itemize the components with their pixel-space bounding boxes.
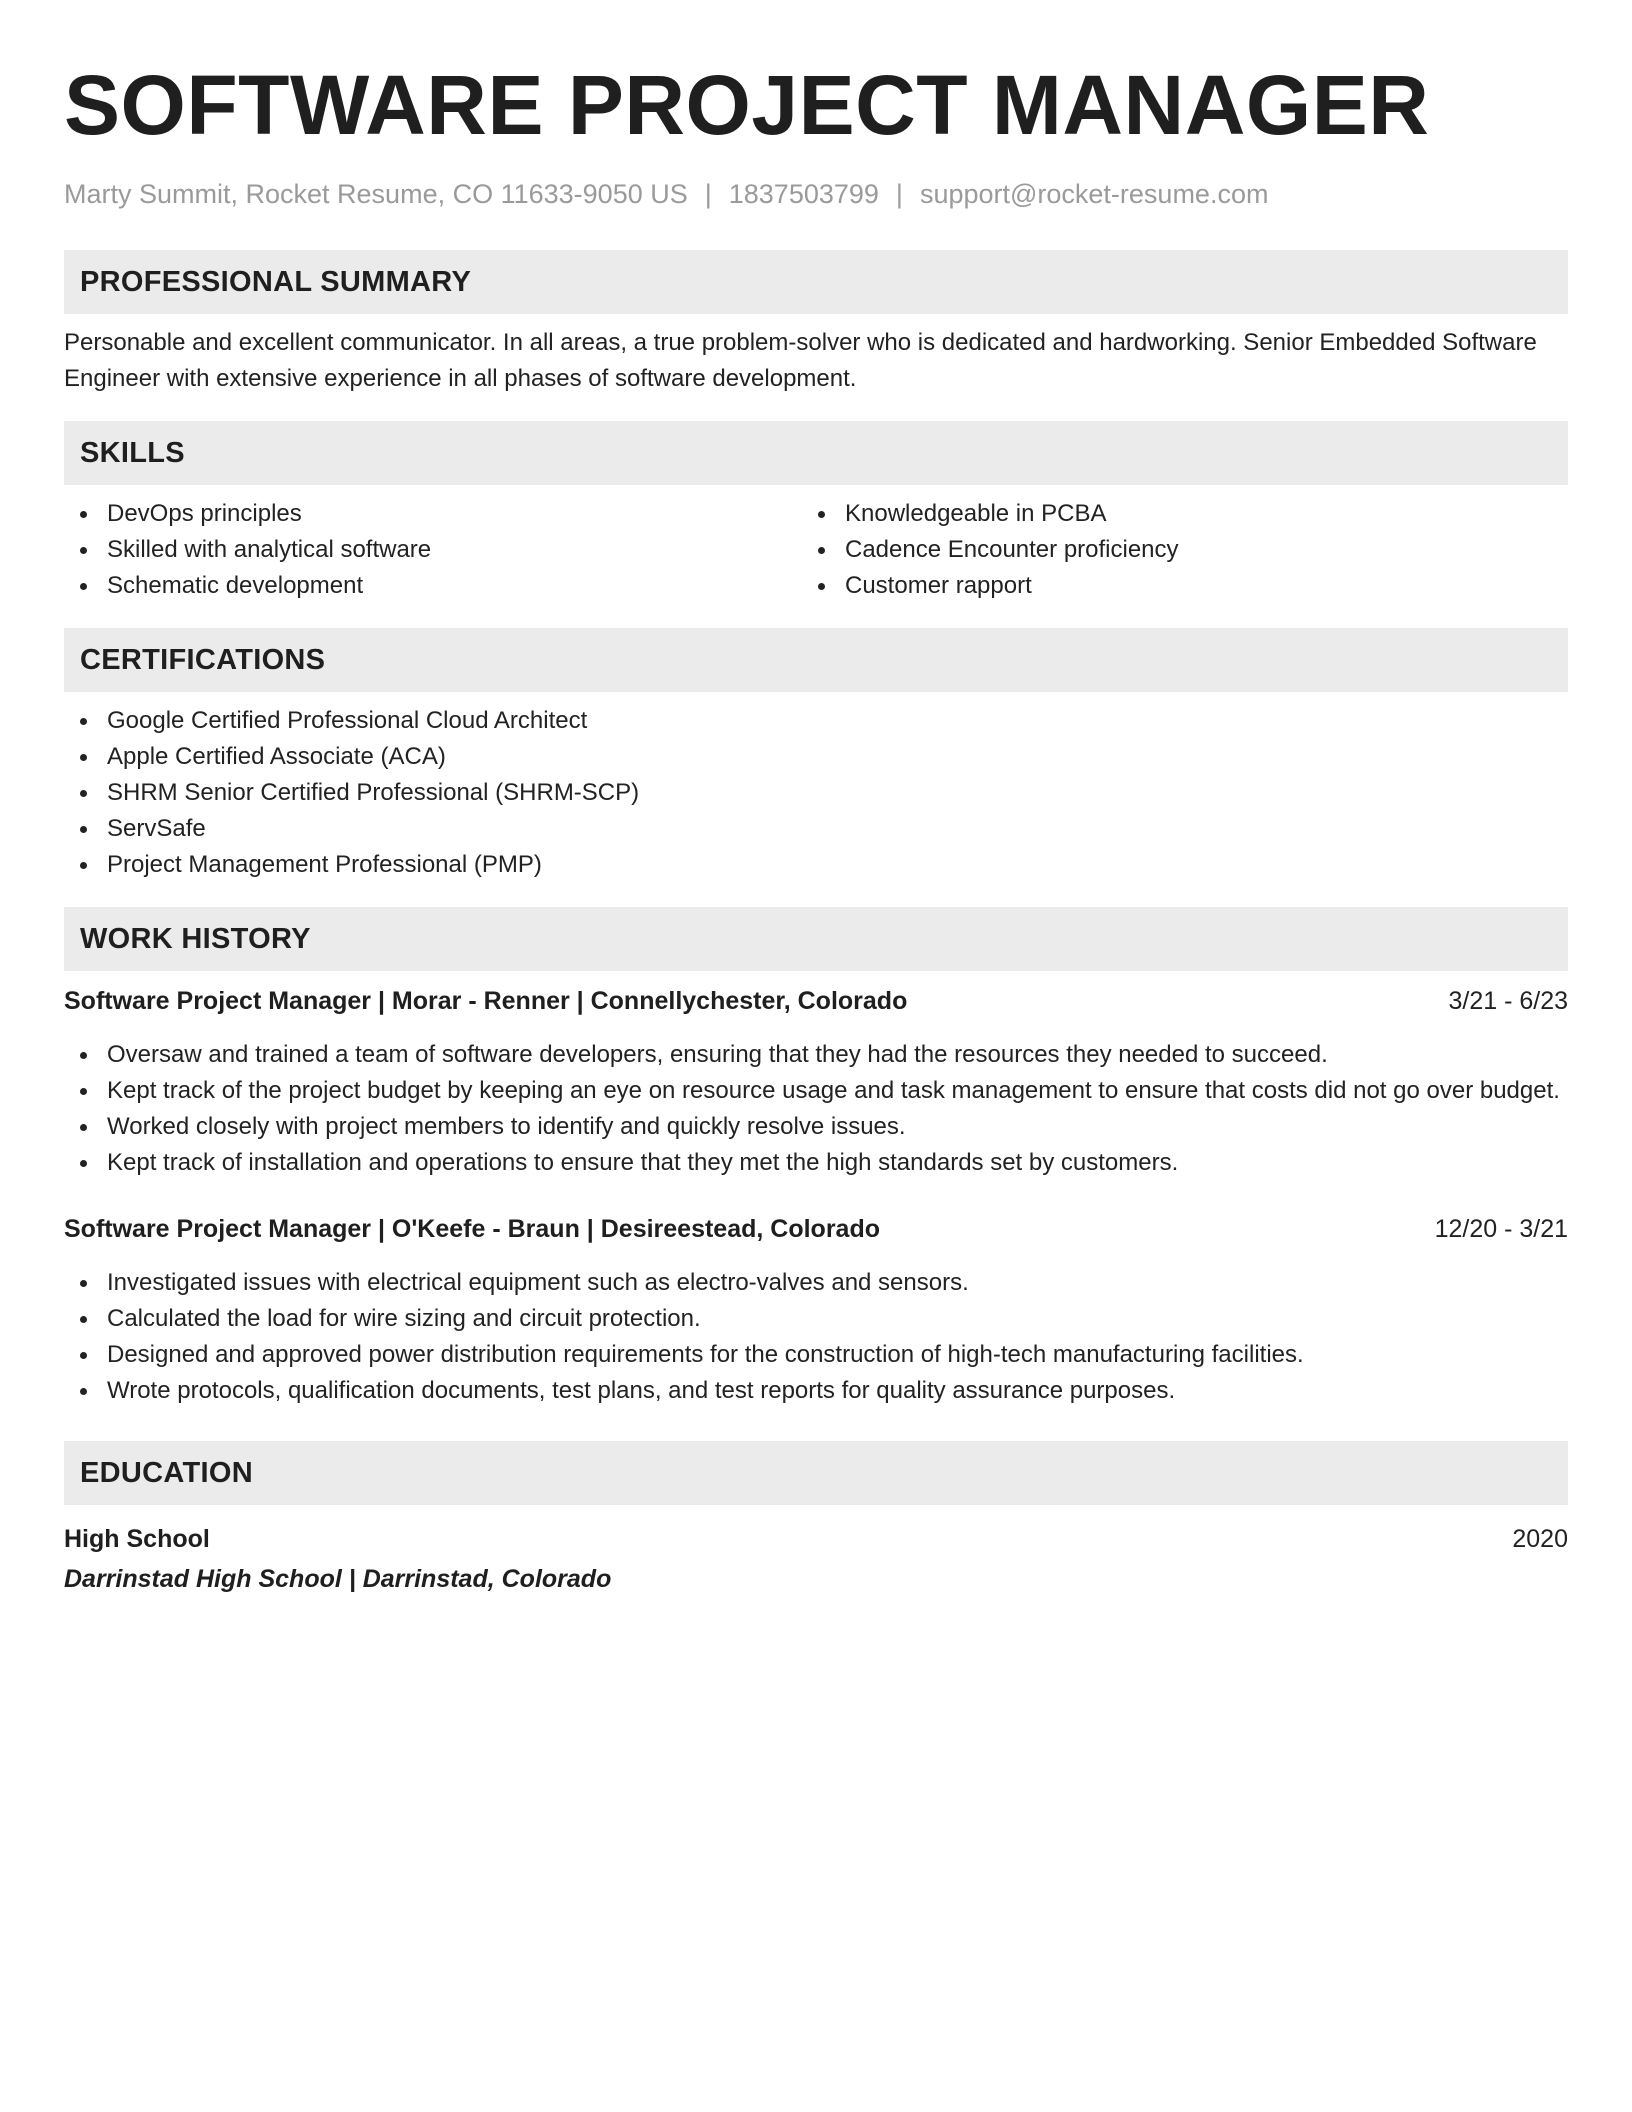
certification-item: SHRM Senior Certified Professional (SHRM-SCP)	[64, 775, 1568, 811]
contact-separator: |	[704, 179, 712, 209]
job-bullet-item: Investigated issues with electrical equipment such as electro-valves and sensors.	[64, 1265, 1568, 1301]
job-bullet-item: Kept track of installation and operations to ensure that they met the high standards set by customers.	[64, 1145, 1568, 1181]
education-school: Darrinstad High School | Darrinstad, Colorado	[64, 1565, 612, 1593]
education-degree: High School	[64, 1525, 210, 1553]
bullet-icon	[80, 583, 87, 590]
section-heading-summary: PROFESSIONAL SUMMARY	[64, 250, 1568, 314]
contact-phone: 1837503799	[728, 179, 879, 209]
bullet-icon	[80, 547, 87, 554]
bullet-icon	[80, 1160, 87, 1167]
bullet-icon	[818, 583, 825, 590]
certification-item: Project Management Professional (PMP)	[64, 847, 1568, 883]
bullet-icon	[80, 511, 87, 518]
skills-column-left	[64, 496, 802, 604]
job-bullets	[64, 1037, 1568, 1181]
bullet-icon	[80, 826, 87, 833]
section-heading-work-history: WORK HISTORY	[64, 907, 1568, 971]
job-bullet-item: Oversaw and trained a team of software developers, ensuring that they had the resources they needed to succeed.	[64, 1037, 1568, 1073]
certifications-list	[64, 703, 1568, 883]
bullet-icon	[80, 1352, 87, 1359]
job-bullet-item: Kept track of the project budget by keeping an eye on resource usage and task management to ensure that costs did not go over budget.	[64, 1073, 1568, 1109]
certification-item: ServSafe	[64, 811, 1568, 847]
skill-item: Cadence Encounter proficiency	[802, 532, 1540, 568]
contact-address: Marty Summit, Rocket Resume, CO 11633-9050 US	[64, 179, 688, 209]
section-heading-education: EDUCATION	[64, 1441, 1568, 1505]
skills-list	[64, 496, 1568, 604]
bullet-icon	[80, 1280, 87, 1287]
skill-item: Customer rapport	[802, 568, 1540, 604]
job-header	[64, 1211, 1568, 1247]
skills-column-right	[802, 496, 1540, 604]
contact-line	[64, 178, 1568, 210]
bullet-icon	[80, 718, 87, 725]
certification-item: Apple Certified Associate (ACA)	[64, 739, 1568, 775]
job-header	[64, 983, 1568, 1019]
skill-item: Skilled with analytical software	[64, 532, 802, 568]
job-bullets	[64, 1265, 1568, 1409]
education-year: 2020	[1512, 1525, 1568, 1553]
education-header	[64, 1521, 1568, 1557]
skill-item: Schematic development	[64, 568, 802, 604]
job-title: Software Project Manager | Morar - Renner | Connellychester, Colorado	[64, 987, 908, 1015]
skill-item: DevOps principles	[64, 496, 802, 532]
bullet-icon	[80, 1316, 87, 1323]
contact-email: support@rocket-resume.com	[919, 179, 1269, 209]
bullet-icon	[80, 1124, 87, 1131]
job-title: Software Project Manager | O'Keefe - Braun | Desireestead, Colorado	[64, 1215, 880, 1243]
job-bullet-item: Worked closely with project members to identify and quickly resolve issues.	[64, 1109, 1568, 1145]
resume-title: SOFTWARE PROJECT MANAGER	[64, 58, 1430, 152]
bullet-icon	[80, 1388, 87, 1395]
bullet-icon	[80, 1088, 87, 1095]
bullet-icon	[80, 1052, 87, 1059]
bullet-icon	[80, 790, 87, 797]
bullet-icon	[818, 547, 825, 554]
job-bullet-item: Designed and approved power distribution requirements for the construction of high-tech manufacturing facilities.	[64, 1337, 1568, 1373]
bullet-icon	[818, 511, 825, 518]
job-bullet-item: Wrote protocols, qualification documents, test plans, and test reports for quality assurance purposes.	[64, 1373, 1568, 1409]
job-dates: 3/21 - 6/23	[1448, 987, 1568, 1015]
summary-text: Personable and excellent communicator. In all areas, a true problem-solver who is dedicated and hardworking. Senior Embedded Software Engineer with extensive experience in all phases of software development.	[64, 329, 1537, 392]
skill-item: Knowledgeable in PCBA	[802, 496, 1540, 532]
section-heading-certifications: CERTIFICATIONS	[64, 628, 1568, 692]
bullet-icon	[80, 862, 87, 869]
job-dates: 12/20 - 3/21	[1434, 1215, 1568, 1243]
section-heading-skills: SKILLS	[64, 421, 1568, 485]
contact-separator: |	[895, 179, 903, 209]
certification-item: Google Certified Professional Cloud Architect	[64, 703, 1568, 739]
job-bullet-item: Calculated the load for wire sizing and circuit protection.	[64, 1301, 1568, 1337]
bullet-icon	[80, 754, 87, 761]
